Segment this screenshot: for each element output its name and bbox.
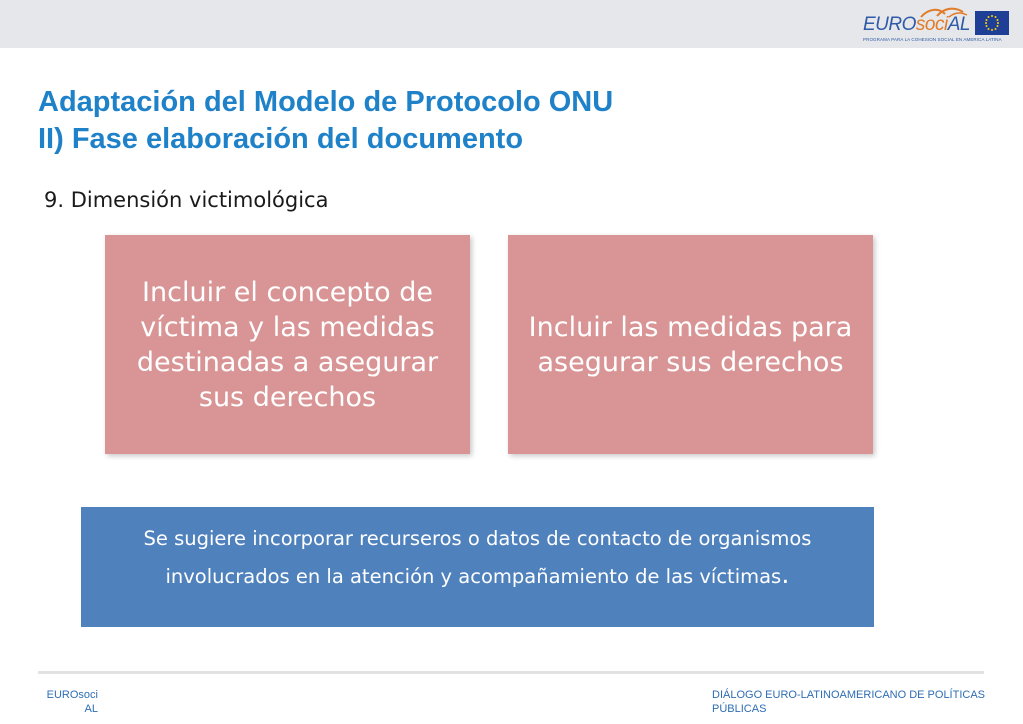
header-bar xyxy=(0,0,1023,48)
slide-title xyxy=(38,84,613,158)
measures-box-text: Incluir las medidas para asegurar sus derechos xyxy=(528,311,853,378)
logo-tagline: PROGRAMA PARA LA COHESION SOCIAL EN AMERICA LATINA xyxy=(863,37,1002,42)
suggestion-note-period: . xyxy=(781,560,790,590)
concept-box-text: Incluir el concepto de víctima y las medidas destinadas a asegurar sus derechos xyxy=(136,276,439,413)
slide-title-line1: Adaptación del Modelo de Protocolo ONU xyxy=(38,86,614,118)
suggestion-note xyxy=(81,507,874,627)
eu-flag-icon xyxy=(975,11,1009,35)
suggestion-note-text: Se sugiere incorporar recurseros o datos de contacto de organismos involucrados en la atención y acompañamiento de las víctimas xyxy=(143,527,812,588)
slide-title-line2: II) Fase elaboración del documento xyxy=(38,123,524,155)
measures-box xyxy=(508,235,873,454)
footer-divider xyxy=(38,671,984,674)
logo-wordmark: EUROsociAL xyxy=(863,14,970,35)
footer-brand: EUROsociAL xyxy=(46,689,98,715)
eurosocial-logo xyxy=(859,4,1009,46)
section-subtitle: 9. Dimensión victimológica xyxy=(44,188,329,212)
footer-caption: DIÁLOGO EURO-LATINOAMERICANO DE POLÍTICAS PÚBLICAS xyxy=(712,689,986,715)
concept-box xyxy=(105,235,470,454)
